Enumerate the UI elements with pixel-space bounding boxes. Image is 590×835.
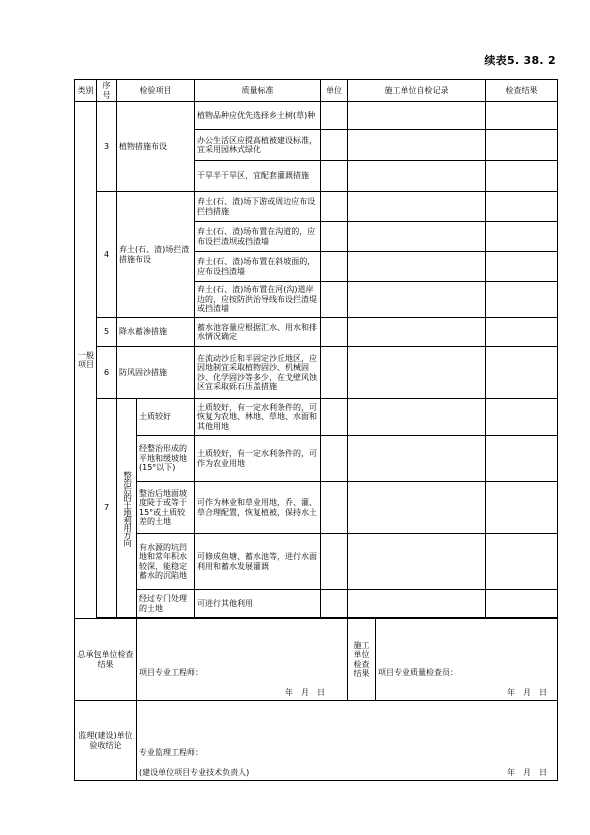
result-cell[interactable] xyxy=(486,482,558,534)
construction-label: 施工单位检查结果 xyxy=(348,619,376,701)
item-7-3: 整治后地面坡度陡于或等于15°或土质较差的土地 xyxy=(137,482,195,534)
seq-7: 7 xyxy=(97,399,117,618)
standard-3-2: 办公生活区应提高植被建设标准，宜采用园林式绿化 xyxy=(195,130,321,161)
result-cell[interactable] xyxy=(486,222,558,252)
contractor-signature-row xyxy=(75,619,558,701)
result-cell[interactable] xyxy=(486,318,558,347)
self-check-cell[interactable] xyxy=(348,130,486,161)
inspection-table xyxy=(74,79,558,781)
table-row xyxy=(75,436,558,482)
header-category: 类别 xyxy=(75,80,97,102)
supervisor-label: 监理(建设)单位验收结论 xyxy=(75,701,137,781)
result-cell[interactable] xyxy=(486,347,558,399)
table-row xyxy=(75,347,558,399)
self-check-cell[interactable] xyxy=(348,252,486,282)
table-row xyxy=(75,102,558,130)
result-cell[interactable] xyxy=(486,161,558,192)
self-check-cell[interactable] xyxy=(348,318,486,347)
header-self-check: 施工单位自检记录 xyxy=(348,80,486,102)
table-row xyxy=(75,482,558,534)
self-check-cell[interactable] xyxy=(348,534,486,590)
standard-7-2: 土质较好，有一定水利条件的，可作为农业用地 xyxy=(195,436,321,482)
header-seq: 序号 xyxy=(97,80,117,102)
self-check-cell[interactable] xyxy=(348,161,486,192)
supervisor-engineer-label: 专业监理工程师： xyxy=(139,748,203,757)
supervisor-signature-row xyxy=(75,701,558,781)
table-row xyxy=(75,318,558,347)
unit-cell[interactable] xyxy=(321,252,348,282)
self-check-cell[interactable] xyxy=(348,399,486,436)
result-cell[interactable] xyxy=(486,102,558,130)
self-check-cell[interactable] xyxy=(348,222,486,252)
contractor-signature-cell[interactable] xyxy=(137,619,348,701)
unit-cell[interactable] xyxy=(321,482,348,534)
land-use-direction-cell xyxy=(117,399,137,618)
unit-cell[interactable] xyxy=(321,534,348,590)
seq-3: 3 xyxy=(97,102,117,192)
item-7-5: 经过专门处理的土地 xyxy=(137,590,195,618)
contractor-label: 总承包单位检查结果 xyxy=(75,619,137,701)
result-cell[interactable] xyxy=(486,282,558,318)
category-label: 一般项目 xyxy=(78,350,94,370)
standard-4-3: 弃土(石、渣)场布置在斜坡面的，应布设挡渣墙 xyxy=(195,252,321,282)
unit-cell[interactable] xyxy=(321,130,348,161)
item-7-1: 土质较好 xyxy=(137,399,195,436)
result-cell[interactable] xyxy=(486,436,558,482)
result-cell[interactable] xyxy=(486,399,558,436)
item-7-2: 经整治形成的平地和缓坡地(15°以下) xyxy=(137,436,195,482)
table-row xyxy=(75,534,558,590)
construction-date: 年 月 日 xyxy=(507,687,547,697)
supervisor-date: 年 月 日 xyxy=(507,767,547,777)
standard-4-1: 弃土(石、渣)场下游或周边应布设拦挡措施 xyxy=(195,192,321,222)
unit-cell[interactable] xyxy=(321,590,348,618)
unit-cell[interactable] xyxy=(321,399,348,436)
header-row xyxy=(75,80,558,102)
supervisor-note: (建设单位项目专业技术负责人) xyxy=(139,767,250,777)
unit-cell[interactable] xyxy=(321,161,348,192)
land-use-direction-label: 整治后的土地利用方向 xyxy=(121,470,132,546)
standard-7-5: 可进行其他利用 xyxy=(195,590,321,618)
unit-cell[interactable] xyxy=(321,347,348,399)
result-cell[interactable] xyxy=(486,130,558,161)
self-check-cell[interactable] xyxy=(348,282,486,318)
item-3: 植物措施布设 xyxy=(117,102,195,192)
self-check-cell[interactable] xyxy=(348,436,486,482)
seq-6: 6 xyxy=(97,347,117,399)
unit-cell[interactable] xyxy=(321,222,348,252)
self-check-cell[interactable] xyxy=(348,192,486,222)
item-6: 防风固沙措施 xyxy=(117,347,195,399)
self-check-cell[interactable] xyxy=(348,482,486,534)
standard-6-1: 在流动沙丘和半固定沙丘地区，应因地制宜采取植物固沙、机械固沙、化学固沙等多少，在戈壁风蚀区宜采取砾石压盖措施 xyxy=(195,347,321,399)
contractor-date: 年 月 日 xyxy=(285,687,325,697)
continued-table-title: 续表5. 38. 2 xyxy=(484,54,556,67)
item-7-4: 有水源的坑凹地和常年积水较深，能稳定蓄水的沉陷地 xyxy=(137,534,195,590)
standard-4-4: 弃土(石、渣)场布置在河(沟)道岸边的，应按防洪治导线布设拦渣堤或挡渣墙 xyxy=(195,282,321,318)
unit-cell[interactable] xyxy=(321,102,348,130)
unit-cell[interactable] xyxy=(321,192,348,222)
table-row xyxy=(75,590,558,618)
standard-7-4: 可修成鱼塘、蓄水池等，进行水面利用和蓄水发展灌溉 xyxy=(195,534,321,590)
seq-4: 4 xyxy=(97,192,117,318)
standard-4-2: 弃土(石、渣)场布置在沟道的，应布设拦渣坝或挡渣墙 xyxy=(195,222,321,252)
item-5: 降水蓄渗措施 xyxy=(117,318,195,347)
header-item: 检验项目 xyxy=(117,80,195,102)
self-check-cell[interactable] xyxy=(348,102,486,130)
self-check-cell[interactable] xyxy=(348,347,486,399)
result-cell[interactable] xyxy=(486,192,558,222)
standard-3-3: 干旱半干旱区，宜配套灌溉措施 xyxy=(195,161,321,192)
header-unit: 单位 xyxy=(321,80,348,102)
category-cell xyxy=(75,102,97,619)
result-cell[interactable] xyxy=(486,534,558,590)
header-standard: 质量标准 xyxy=(195,80,321,102)
standard-7-3: 可作为林业和草业用地，乔、灌、草合理配置，恢复植被，保持水土 xyxy=(195,482,321,534)
table-row xyxy=(75,192,558,222)
header-result: 检查结果 xyxy=(486,80,558,102)
standard-7-1: 土质较好，有一定水利条件的，可恢复为农地、林地、草地、水面和其他用地 xyxy=(195,399,321,436)
seq-5: 5 xyxy=(97,318,117,347)
supervisor-signature-cell[interactable] xyxy=(137,701,558,781)
unit-cell[interactable] xyxy=(321,282,348,318)
construction-signature-cell[interactable] xyxy=(376,619,558,701)
construction-inspector-label: 项目专业质量检查员： xyxy=(378,668,458,677)
self-check-cell[interactable] xyxy=(348,590,486,618)
table-row xyxy=(75,399,558,436)
unit-cell[interactable] xyxy=(321,436,348,482)
result-cell[interactable] xyxy=(486,590,558,618)
result-cell[interactable] xyxy=(486,252,558,282)
item-4: 弃土(石、渣)场拦渣措施布设 xyxy=(117,192,195,318)
contractor-engineer-label: 项目专业工程师： xyxy=(139,668,203,677)
standard-3-1: 植物品种应优先选择乡土树(草)种 xyxy=(195,102,321,130)
unit-cell[interactable] xyxy=(321,318,348,347)
standard-5-1: 蓄水池容量应根据汇水、用水和排水情况确定 xyxy=(195,318,321,347)
